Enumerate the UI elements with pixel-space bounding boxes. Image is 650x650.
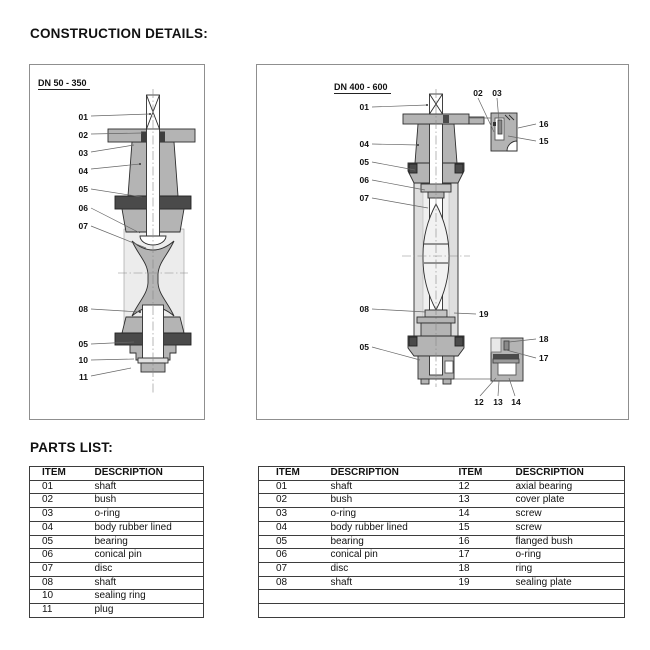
parts-row [30,535,204,549]
leader-dot [149,113,151,115]
parts-description-cell [499,590,625,604]
parts-row [259,480,625,494]
parts-description-cell: body rubber lined [83,521,204,535]
callout-15: 15 [539,136,549,146]
callout-03: 03 [78,148,88,158]
parts-description-cell: o-ring [83,508,204,522]
leader-line-16 [518,124,536,128]
parts-description-cell: disc [314,562,442,576]
inset-o-ring [493,122,496,126]
leader-line-04 [372,144,418,145]
parts-description-cell: shaft [83,576,204,590]
callout-04: 04 [78,166,88,176]
valve-drawing-dn50-350 [30,65,204,419]
parts-item-cell: 03 [30,508,83,522]
callout-04: 04 [359,139,369,149]
callout-13: 13 [493,397,503,407]
leader-line-12 [480,378,496,396]
diagram-panel-dn50-350 [29,64,205,420]
parts-item-cell: 10 [30,590,83,604]
callout-05: 05 [359,342,369,352]
parts-description-cell: o-ring [499,549,625,563]
parts-item-cell: 08 [30,576,83,590]
parts-description-cell: sealing ring [83,590,204,604]
parts-header-cell: DESCRIPTION [499,467,625,481]
dn-range-label-left: DN 50 - 350 [38,78,90,90]
parts-description-cell: screw [499,521,625,535]
parts-row [30,549,204,563]
parts-description-cell: cover plate [499,494,625,508]
callout-14: 14 [511,397,521,407]
parts-item-cell: 04 [259,521,314,535]
construction-details-title: CONSTRUCTION DETAILS: [30,26,208,41]
parts-description-cell: sealing plate [499,576,625,590]
parts-description-cell: conical pin [83,549,204,563]
parts-item-cell: 06 [259,549,314,563]
parts-item-cell: 07 [259,562,314,576]
parts-description-cell: screw [499,508,625,522]
callout-02: 02 [78,130,88,140]
parts-row [30,562,204,576]
parts-header-row [30,467,204,481]
parts-item-cell: 02 [30,494,83,508]
parts-table-left-wrap [29,466,204,618]
valve-drawing-dn400-600 [257,65,628,419]
parts-header-row [259,467,625,481]
inset-cover-plate [493,359,519,363]
parts-description-cell: axial bearing [499,480,625,494]
parts-item-cell [259,604,314,618]
parts-table-dn400-600 [258,466,625,618]
parts-row [30,508,204,522]
callout-12: 12 [474,397,484,407]
upper-bearing-left [409,164,417,173]
callout-19: 19 [479,309,489,319]
parts-row [259,535,625,549]
parts-item-cell: 19 [442,576,499,590]
leader-line-03 [91,145,134,152]
parts-item-cell [442,604,499,618]
callout-02: 02 [473,88,483,98]
parts-item-cell: 02 [259,494,314,508]
callout-01: 01 [78,112,88,122]
parts-description-cell: shaft [314,480,442,494]
callout-03: 03 [492,88,502,98]
parts-row [259,590,625,604]
parts-item-cell: 05 [259,535,314,549]
inset-notch [491,338,501,352]
parts-item-cell: 15 [442,521,499,535]
bush-detail [443,115,449,123]
callout-07: 07 [359,193,369,203]
parts-item-cell: 11 [30,604,83,618]
parts-item-cell: 08 [259,576,314,590]
foot-left [421,379,429,384]
callout-08: 08 [78,304,88,314]
parts-description-cell: bush [83,494,204,508]
parts-row [30,480,204,494]
parts-description-cell: shaft [83,480,204,494]
parts-description-cell: bush [314,494,442,508]
parts-row [30,521,204,535]
parts-header-cell: DESCRIPTION [83,467,204,481]
parts-item-cell: 18 [442,562,499,576]
parts-item-cell: 05 [30,535,83,549]
parts-description-cell: ring [499,562,625,576]
bottom-slot [445,361,453,373]
callout-11: 11 [79,372,88,382]
parts-description-cell [499,604,625,618]
parts-description-cell: flanged bush [499,535,625,549]
inset-ring-screw [504,341,509,350]
parts-item-cell: 04 [30,521,83,535]
inset-axial-bearing [493,354,519,359]
parts-row [259,604,625,618]
parts-row [30,576,204,590]
parts-row [259,576,625,590]
callout-05: 05 [78,339,88,349]
inset-bottom-slot [498,363,516,375]
leader-line-13 [498,381,499,396]
leader-line-01 [91,114,150,116]
callout-07: 07 [78,221,88,231]
parts-item-cell: 17 [442,549,499,563]
parts-table-dn50-350 [29,466,204,618]
parts-row [259,494,625,508]
parts-item-cell: 01 [259,480,314,494]
valve-body-dn400-600 [403,94,523,384]
parts-description-cell: o-ring [314,508,442,522]
parts-item-cell: 03 [259,508,314,522]
parts-row [30,494,204,508]
leader-dot [426,104,428,106]
parts-description-cell: shaft [314,576,442,590]
parts-header-cell: DESCRIPTION [314,467,442,481]
parts-row [259,521,625,535]
diagram-panel-dn400-600 [256,64,629,420]
parts-description-cell [314,590,442,604]
leader-line-11 [91,368,131,376]
callout-05: 05 [359,157,369,167]
leader-dot [139,163,141,165]
parts-row [30,590,204,604]
parts-item-cell: 12 [442,480,499,494]
parts-item-cell: 01 [30,480,83,494]
parts-description-cell: bearing [83,535,204,549]
lower-bearing-left [409,337,417,346]
lower-bearing-right [455,337,463,346]
leader-line-10 [91,359,134,360]
parts-item-cell: 16 [442,535,499,549]
parts-row [259,549,625,563]
parts-item-cell [442,590,499,604]
leader-dot [417,144,419,146]
upper-bearing-right [455,164,463,173]
parts-description-cell: disc [83,562,204,576]
parts-description-cell: plug [83,604,204,618]
parts-row [30,604,204,618]
leader-line-01 [372,105,427,107]
parts-item-cell: 06 [30,549,83,563]
leader-dot [139,311,141,313]
parts-item-cell: 14 [442,508,499,522]
callout-06: 06 [78,203,88,213]
parts-header-cell: ITEM [442,467,499,481]
parts-list-title: PARTS LIST: [30,440,113,455]
parts-header-cell: ITEM [30,467,83,481]
callout-06: 06 [359,175,369,185]
inset-screw [498,120,502,134]
callout-16: 16 [539,119,549,129]
callout-18: 18 [539,334,549,344]
callout-05: 05 [78,184,88,194]
parts-table-right-wrap [258,466,625,618]
parts-header-cell: ITEM [259,467,314,481]
parts-row [259,562,625,576]
parts-item-cell: 13 [442,494,499,508]
parts-item-cell: 07 [30,562,83,576]
callout-01: 01 [359,102,369,112]
parts-description-cell [314,604,442,618]
o-ring-detail [160,132,165,142]
callout-17: 17 [539,353,549,363]
dn-range-label-right: DN 400 - 600 [334,82,391,94]
parts-description-cell: body rubber lined [314,521,442,535]
parts-description-cell: conical pin [314,549,442,563]
parts-description-cell: bearing [314,535,442,549]
parts-row [259,508,625,522]
parts-item-cell [259,590,314,604]
callout-08: 08 [359,304,369,314]
foot-right [443,379,451,384]
valve-body-dn50-350 [108,95,195,372]
callout-10: 10 [78,355,88,365]
